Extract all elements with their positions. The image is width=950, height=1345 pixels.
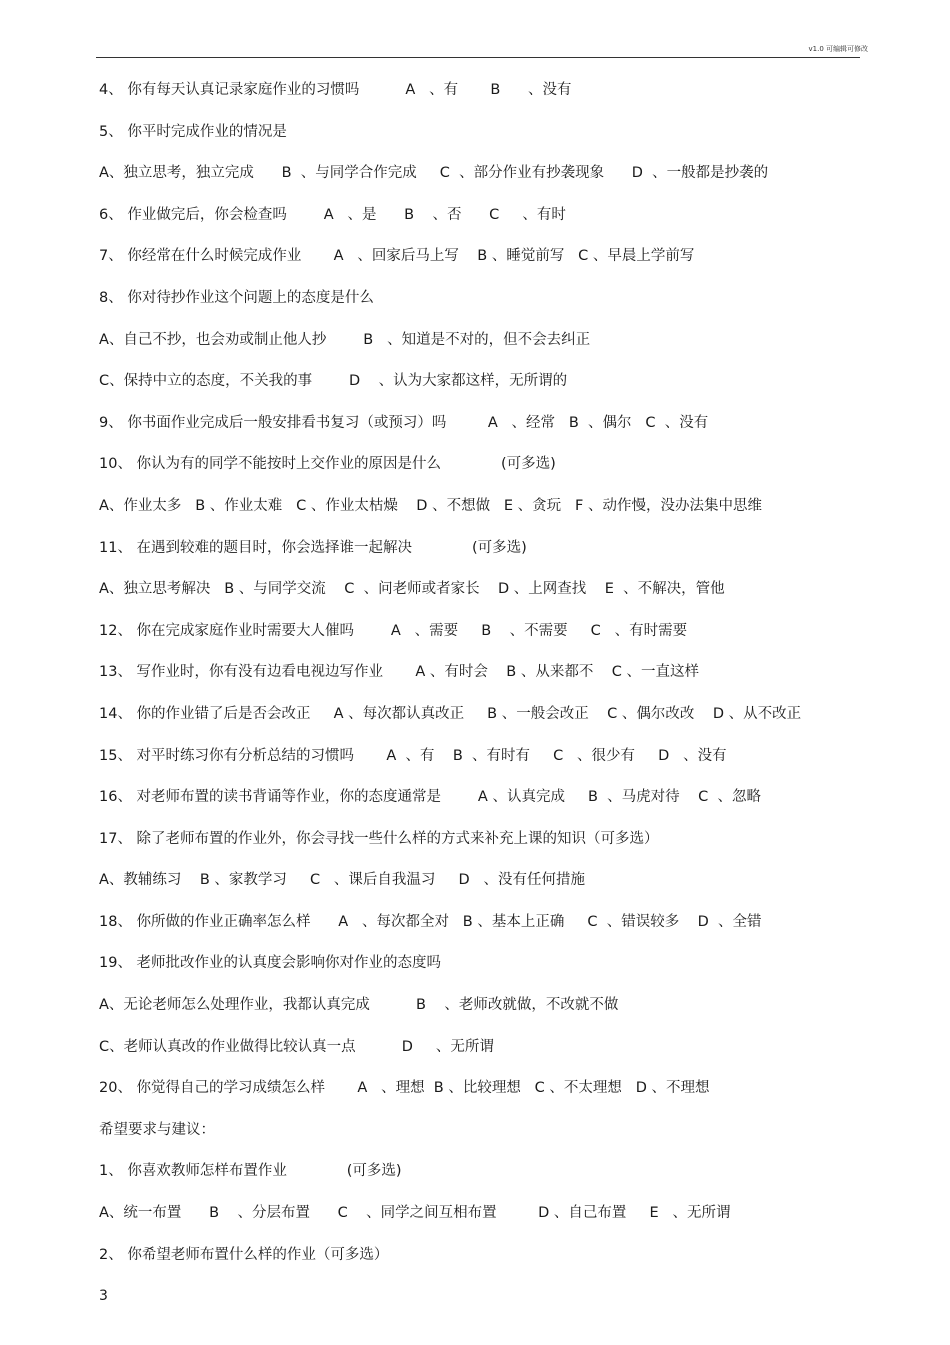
questionnaire-line: 18、 你所做的作业正确率怎么样 A 、每次都全对 B 、基本上正确 C 、错误较多 D 、全错 xyxy=(99,913,762,930)
questionnaire-line: 11、 在遇到较难的题目时，你会选择谁一起解决 (可多选) xyxy=(99,539,527,556)
questionnaire-line: A、教辅练习 B 、家教学习 C 、课后自我温习 D 、没有任何措施 xyxy=(99,872,585,889)
questionnaire-line: A、无论老师怎么处理作业，我都认真完成 B 、老师改就做，不改就不做 xyxy=(99,997,619,1014)
page-number: 3 xyxy=(99,1288,108,1304)
questionnaire-line: 希望要求与建议： xyxy=(99,1121,215,1138)
questionnaire-line: 5、 你平时完成作业的情况是 xyxy=(99,123,287,140)
questionnaire-line: 12、 你在完成家庭作业时需要大人催吗 A 、需要 B 、不需要 C 、有时需要 xyxy=(99,622,688,639)
questionnaire-line: A、独立思考，独立完成 B 、与同学合作完成 C 、部分作业有抄袭现象 D 、一般都是抄袭的 xyxy=(99,165,769,182)
questionnaire-line: 2、 你希望老师布置什么样的作业（可多选） xyxy=(99,1246,389,1263)
questionnaire-line: 7、 你经常在什么时候完成作业 A 、回家后马上写 B 、睡觉前写 C 、早晨上学前写 xyxy=(99,248,695,265)
questionnaire-line: 8、 你对待抄作业这个问题上的态度是什么 xyxy=(99,289,374,306)
questionnaire-line: 19、 老师批改作业的认真度会影响你对作业的态度吗 xyxy=(99,955,442,972)
questionnaire-line: 16、 对老师布置的读书背诵等作业，你的态度通常是 A 、认真完成 B 、马虎对待 C 、忽略 xyxy=(99,789,761,806)
questionnaire-line: 9、 你书面作业完成后一般安排看书复习（或预习）吗 A 、经常 B 、偶尔 C 、没有 xyxy=(99,414,709,431)
questionnaire-line: 10、 你认为有的同学不能按时上交作业的原因是什么 (可多选) xyxy=(99,456,556,473)
questionnaire-line: C、保持中立的态度，不关我的事 D 、认为大家都这样，无所谓的 xyxy=(99,373,568,390)
questionnaire-line: 14、 你的作业错了后是否会改正 A 、每次都认真改正 B 、一般会改正 C 、偶尔改改 D 、从不改正 xyxy=(99,705,802,722)
questionnaire-body xyxy=(99,79,859,1285)
header-divider xyxy=(96,57,860,58)
questionnaire-line: A、独立思考解决 B 、与同学交流 C 、问老师或者家长 D 、上网查找 E 、不解决，管他 xyxy=(99,581,725,598)
questionnaire-line: A、作业太多 B 、作业太难 C 、作业太枯燥 D 、不想做 E 、贪玩 F 、动作慢，没办法集中思维 xyxy=(99,497,762,514)
questionnaire-line: 17、 除了老师布置的作业外，你会寻找一些什么样的方式来补充上课的知识（可多选） xyxy=(99,830,659,847)
questionnaire-line: 15、 对平时练习你有分析总结的习惯吗 A 、有 B 、有时有 C 、很少有 D 、没有 xyxy=(99,747,727,764)
questionnaire-line: 20、 你觉得自己的学习成绩怎么样 A 、理想 B 、比较理想 C 、不太理想 D 、不理想 xyxy=(99,1080,710,1097)
questionnaire-line: 4、 你有每天认真记录家庭作业的习惯吗 A 、有 B 、没有 xyxy=(99,82,572,98)
questionnaire-line: 1、 你喜欢教师怎样布置作业 (可多选) xyxy=(99,1163,402,1180)
questionnaire-line: A、自己不抄，也会劝或制止他人抄 B 、知道是不对的，但不会去纠正 xyxy=(99,331,591,348)
questionnaire-line: 13、 写作业时，你有没有边看电视边写作业 A 、有时会 B 、从来都不 C 、一直这样 xyxy=(99,664,700,681)
questionnaire-line: C、老师认真改的作业做得比较认真一点 D 、无所谓 xyxy=(99,1038,494,1055)
questionnaire-line: 6、 作业做完后，你会检查吗 A 、是 B 、否 C 、有时 xyxy=(99,206,566,223)
questionnaire-line: A、统一布置 B 、分层布置 C 、同学之间互相布置 D 、自己布置 E 、无所谓 xyxy=(99,1205,731,1222)
header-version-tag: v1.0 可编辑可修改 xyxy=(808,45,868,53)
